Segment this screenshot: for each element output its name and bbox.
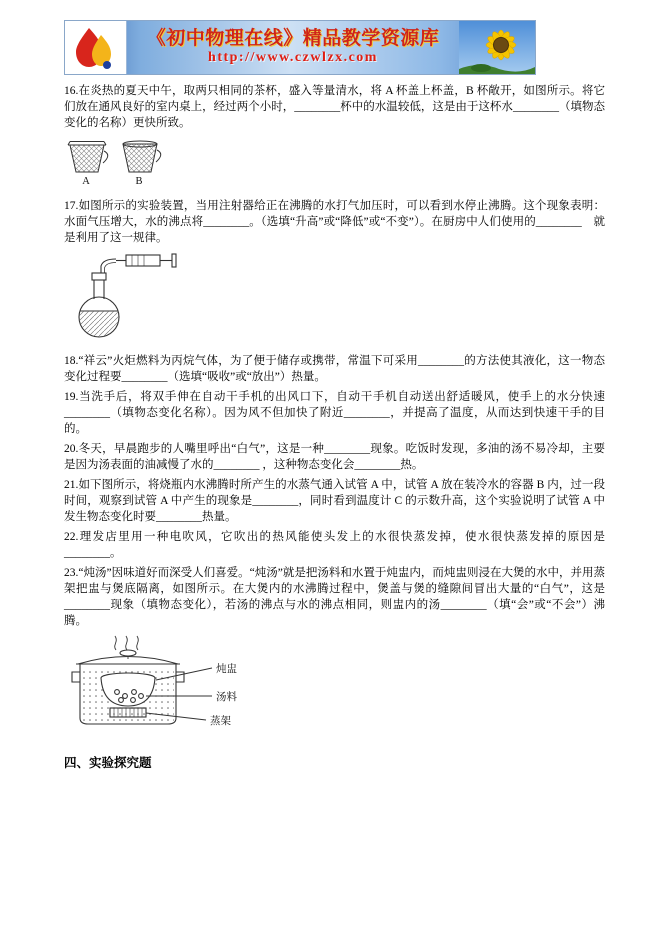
question-16: 16.在炎热的夏天中午，取两只相同的茶杯，盛入等量清水，将 A 杯盖上杯盖，B 杯敞开，如图所示。将它们放在通风良好的室内桌上，经过两个小时，________杯中的水温较低，这是由于这杯水________（填物态变化的名称）更快所致。	[64, 85, 605, 129]
pot-label-rack: 蒸架	[210, 716, 231, 727]
question-23: 23.“炖汤”因味道好而深受人们喜爱。“炖汤”就是把汤料和水置于炖盅内，而炖盅则浸在大煲的水中，并用蒸架把盅与煲底隔离，如图所示。在大煲内的水沸腾过程中，煲盖与煲的缝隙间冒出大量的“白气”，这是________现象（填物态变化），若汤的沸点与水的沸点相同，则盅内的汤________（填“会”或“不会”）沸腾。	[64, 567, 605, 627]
question-22: 22.理发店里用一种电吹风，它吹出的热风能使头发上的水很快蒸发掉，使水很快蒸发掉的原因是________。	[64, 531, 605, 559]
site-title: 《初中物理在线》精品教学资源库	[146, 28, 440, 50]
question-21: 21.如下图所示，将烧瓶内水沸腾时所产生的水蒸气通入试管 A 中，试管 A 放在装冷水的容器 B 内，过一段时间，观察到试管 A 中产生的现象是________，同时看到温度计 C 的示数升高，这个实验说明了试管 A 中发生物态变化时要________热量。	[64, 479, 605, 523]
question-18: 18.“祥云”火炬燃料为丙烷气体，为了便于储存或携带，常温下可采用________的方法使其液化，这一物态变化过程要________（选填“吸收”或“放出”）热量。	[64, 355, 605, 383]
figure-flask	[64, 251, 605, 348]
flask-drawing	[64, 251, 198, 343]
header-banner	[64, 20, 536, 75]
flame-logo-icon	[71, 25, 121, 71]
pot-drawing	[64, 634, 264, 738]
cup-label-b: B	[135, 176, 143, 187]
figure-pot	[64, 634, 605, 743]
cup-label-a: A	[82, 176, 90, 187]
site-logo	[65, 21, 127, 74]
question-17: 17.如图所示的实验装置，当用注射器给正在沸腾的水打气加压时，可以看到水停止沸腾。这个现象表明：水面气压增大，水的沸点将________。（选填“升高”或“降低”或“不变”）。在厨房中人们使用的________ 就是利用了这一规律。	[64, 200, 605, 244]
site-url-link[interactable]: http://www.czwlzx.com	[208, 50, 378, 66]
banner-text-block	[127, 21, 459, 74]
cups-drawing	[64, 136, 168, 188]
question-20: 20.冬天，早晨跑步的人嘴里呼出“白气”，这是一种________现象。吃饭时发现，多油的汤不易冷却，主要是因为汤表面的油减慢了水的________ ，这种物态变化会________热。	[64, 443, 605, 471]
section-heading: 四、实验探究题	[64, 756, 152, 770]
pot-label-soup: 汤料	[216, 692, 237, 703]
figure-cups	[64, 136, 605, 193]
pot-label-bowl: 炖盅	[216, 664, 237, 675]
question-19: 19.当洗手后，将双手伸在自动干手机的出风口下，自动干手机自动送出舒适暖风，使手上的水分快速________（填物态变化名称）。因为风不但加快了附近________，并提高了温度，从而达到快速干手的目的。	[64, 391, 605, 435]
sunflower-image	[459, 21, 535, 74]
